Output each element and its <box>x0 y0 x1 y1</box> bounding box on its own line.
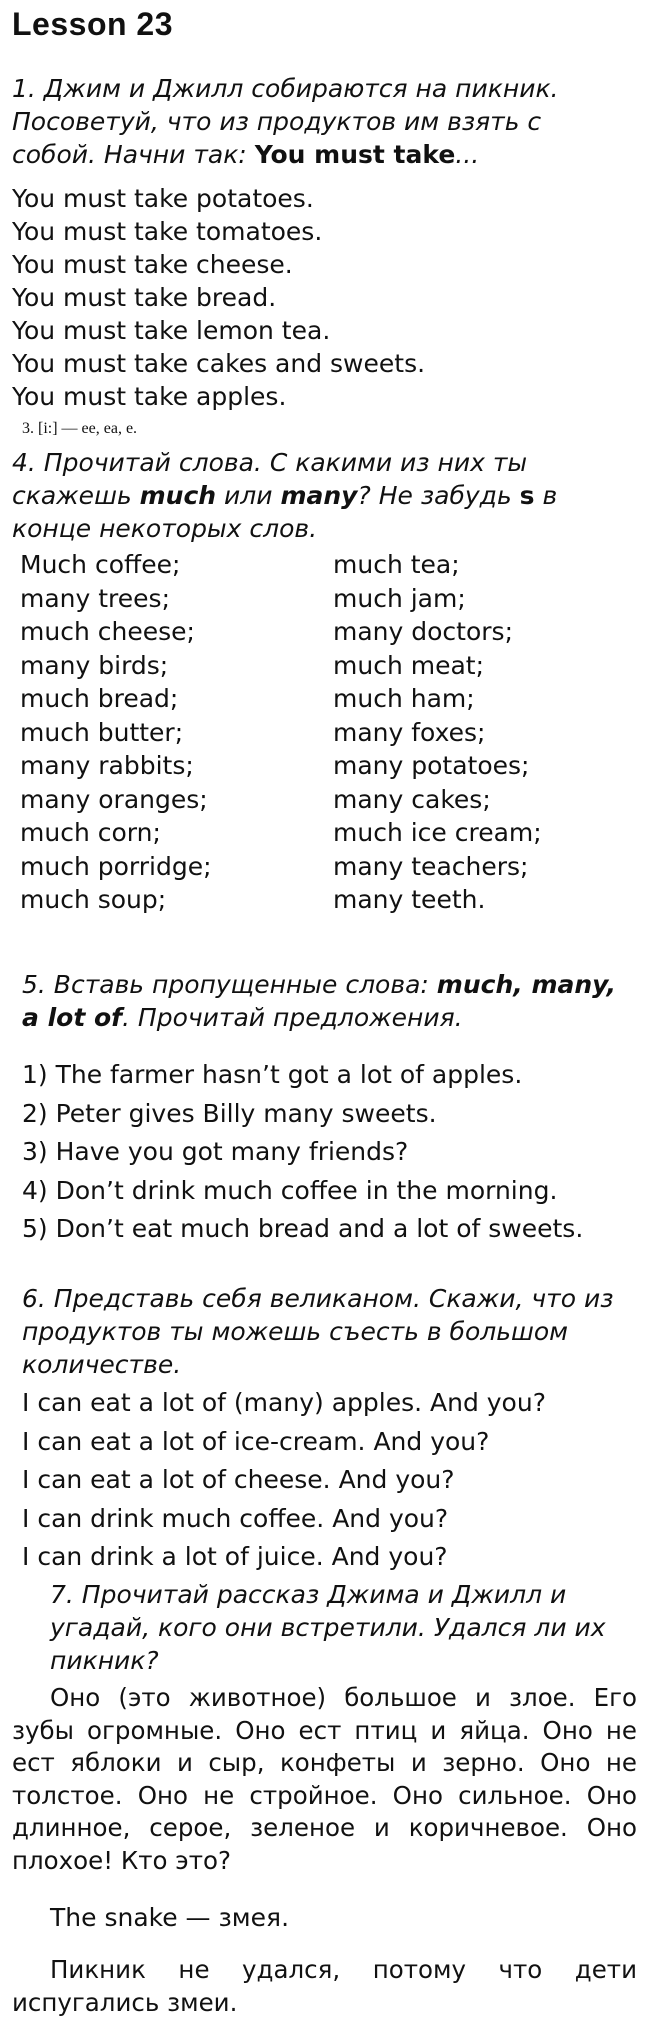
answer-line: You must take apples. <box>12 382 287 411</box>
task-5-text-b: . Прочитай предложения. <box>122 1003 463 1032</box>
answer-line: You must take bread. <box>12 283 277 312</box>
word-item: many oranges; <box>20 784 208 814</box>
task-4-bold-s: s <box>519 481 535 510</box>
task-4-instruction <box>12 446 627 545</box>
word-item: much ice cream; <box>333 818 542 847</box>
word-item: many teachers; <box>333 851 529 881</box>
task-1-text: 1. Джим и Джилл собираются на пикник. Посоветуй, что из продуктов им взять с собой. Начни так: <box>12 74 559 169</box>
task-4-text-a: 4. Прочитай слова. С какими из них ты скажешь <box>12 448 528 510</box>
word-item: many foxes; <box>333 717 486 747</box>
task-4-text-d: в конце некоторых слов. <box>12 481 558 543</box>
answer-line: 5) Don’t eat much bread and a lot of sweets. <box>22 1214 584 1243</box>
answer-line: 3) Have you got many friends? <box>22 1137 409 1166</box>
answer-line: 4) Don’t drink much coffee in the morning. <box>22 1175 558 1205</box>
answer-line: I can eat a lot of cheese. And you? <box>22 1465 455 1494</box>
answer-line: 1) The farmer hasn’t got a lot of apples. <box>22 1060 523 1089</box>
answer-line: I can eat a lot of ice-cream. And you? <box>22 1426 490 1456</box>
answer-line: I can eat a lot of (many) apples. And you? <box>22 1388 546 1417</box>
answer-line: I can drink a lot of juice. And you? <box>22 1542 448 1571</box>
word-item: many doctors; <box>333 617 513 646</box>
answer-line: You must take tomatoes. <box>12 217 323 246</box>
task-5-text-a: 5. Вставь пропущенные слова: <box>22 970 437 999</box>
task-6-instruction: 6. Представь себя великаном. Скажи, что из продуктов ты можешь съесть в большом количестве. <box>22 1284 614 1379</box>
word-item: much meat; <box>333 650 485 680</box>
word-item: many trees; <box>20 583 170 613</box>
task-1-tail: ... <box>455 140 480 169</box>
lesson-title: Lesson 23 <box>12 6 174 42</box>
task-5-answers <box>22 1056 583 1249</box>
task-1-answers <box>12 182 425 413</box>
answer-line: You must take cakes and sweets. <box>12 349 426 378</box>
word-item: much porridge; <box>20 851 212 881</box>
task-6-answers <box>22 1384 546 1577</box>
word-item: many birds; <box>20 650 169 680</box>
word-item: much tea; <box>333 550 460 579</box>
answer-line: I can drink much coffee. And you? <box>22 1503 449 1533</box>
answer-line: You must take cheese. <box>12 250 293 279</box>
task-7-story: Оно (это животное) большое и злое. Его зубы огромные. Оно ест птиц и яйца. Оно не ест яблоки и сыр, конфеты и зерно. Оно не толстое. Оно не стройное. Оно сильное. Оно длинное, серое, зеленое и коричневое. Оно плохое! Кто это? <box>12 1683 637 1875</box>
word-item: many rabbits; <box>20 751 194 780</box>
word-item: Much coffee; <box>20 550 181 579</box>
word-item: much corn; <box>20 818 161 847</box>
words-left-column <box>20 548 212 917</box>
task-3-phonetics: 3. [i:] — ee, ea, e. <box>22 420 138 437</box>
task-4-bold-many: many <box>280 481 358 510</box>
task-7-conclusion: Пикник не удался, потому что дети испугались змеи. <box>12 1955 637 2017</box>
task-4-text-b: или <box>216 481 281 510</box>
word-item: much soup; <box>20 885 167 914</box>
answer-line: You must take lemon tea. <box>12 316 331 345</box>
task-5-bold: much, many, a lot of <box>22 970 617 1032</box>
task-7-instruction: 7. Прочитай рассказ Джима и Джилл и угадай, кого они встретили. Удался ли их пикник? <box>50 1580 606 1675</box>
word-item: much butter; <box>20 717 184 747</box>
words-right-column <box>333 548 542 917</box>
word-item: much ham; <box>333 684 475 713</box>
task-1-bold: You must take <box>254 140 456 169</box>
word-item: many teeth. <box>333 885 486 914</box>
answer-line: 2) Peter gives Billy many sweets. <box>22 1098 437 1128</box>
answer-line: You must take potatoes. <box>12 184 314 213</box>
task-1-instruction <box>12 72 622 171</box>
word-item: much cheese; <box>20 617 195 646</box>
task-7-answer: The snake — змея. <box>50 1903 290 1932</box>
word-item: many cakes; <box>333 784 491 814</box>
task-4-bold-much: much <box>139 481 217 510</box>
word-item: many potatoes; <box>333 751 530 780</box>
task-4-text-c: ? Не забудь <box>357 481 520 510</box>
word-item: much bread; <box>20 684 179 713</box>
task-5-instruction <box>22 968 622 1034</box>
word-item: much jam; <box>333 583 466 613</box>
